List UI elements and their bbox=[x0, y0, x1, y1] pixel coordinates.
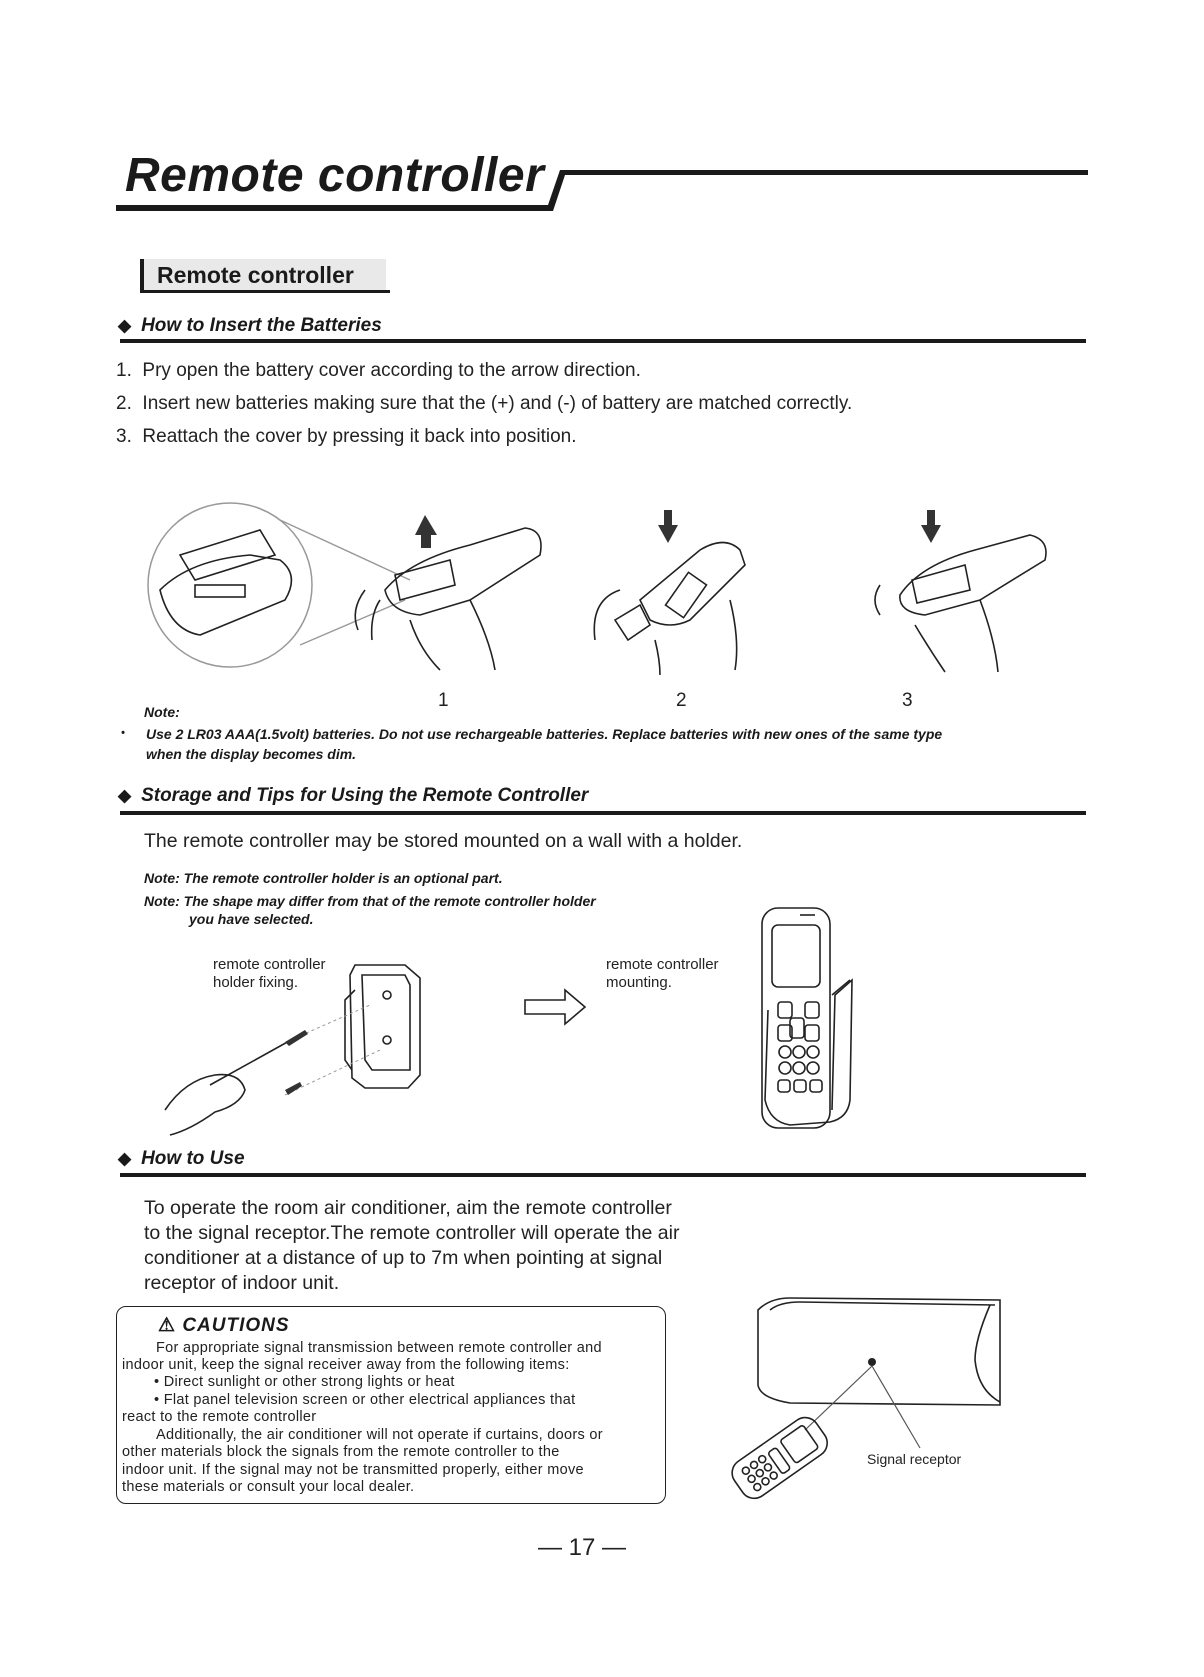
warning-triangle-icon: ⚠ bbox=[158, 1315, 177, 1336]
label-holder-fixing-2: holder fixing. bbox=[213, 974, 299, 991]
diamond-bullet-icon: ◆ bbox=[118, 786, 132, 805]
label-mounting-2: mounting. bbox=[606, 974, 672, 991]
figure-label-1: 1 bbox=[438, 690, 449, 711]
caution-line-6: Additionally, the air conditioner will not operate if curtains, doors or bbox=[156, 1427, 603, 1443]
battery-note-line-1: Use 2 LR03 AAA(1.5volt) batteries. Do not use rechargeable batteries. Replace batteries with new ones of the same type bbox=[146, 726, 943, 742]
section-heading-batteries: ◆ How to Insert the Batteries bbox=[118, 315, 382, 336]
page-number: — 17 — bbox=[538, 1534, 627, 1561]
battery-step-3: 3. Reattach the cover by pressing it back into position. bbox=[116, 426, 577, 447]
label-holder-fixing-1: remote controller bbox=[213, 956, 326, 973]
battery-note-line-2: when the display becomes dim. bbox=[146, 746, 357, 762]
subheading: Remote controller bbox=[157, 262, 354, 288]
battery-note-bullet: • bbox=[121, 727, 125, 739]
cautions-title: ⚠ CAUTIONS bbox=[158, 1315, 290, 1336]
caution-line-3: • Direct sunlight or other strong lights or heat bbox=[154, 1374, 455, 1390]
caution-line-2: indoor unit, keep the signal receiver away from the following items: bbox=[122, 1357, 570, 1373]
storage-note-2-line-1: Note: The shape may differ from that of the remote controller holder bbox=[144, 893, 596, 909]
section-heading-storage: ◆ Storage and Tips for Using the Remote Controller bbox=[118, 785, 589, 806]
battery-note-label: Note: bbox=[144, 704, 180, 720]
page-title: Remote controller bbox=[125, 149, 545, 202]
storage-note-1: Note: The remote controller holder is an optional part. bbox=[144, 870, 503, 886]
signal-receptor-label: Signal receptor bbox=[867, 1451, 962, 1467]
battery-step-2: 2. Insert new batteries making sure that the (+) and (-) of battery are matched correctly. bbox=[116, 393, 853, 414]
caution-line-8: indoor unit. If the signal may not be transmitted properly, either move bbox=[122, 1462, 584, 1478]
caution-line-1: For appropriate signal transmission between remote controller and bbox=[156, 1340, 602, 1356]
battery-step-1: 1. Pry open the battery cover according to the arrow direction. bbox=[116, 360, 641, 381]
how-to-use-line-4: receptor of indoor unit. bbox=[144, 1272, 340, 1294]
storage-intro: The remote controller may be stored mounted on a wall with a holder. bbox=[144, 830, 743, 852]
how-to-use-line-2: to the signal receptor.The remote controller will operate the air bbox=[144, 1222, 680, 1244]
caution-line-7: other materials block the signals from the remote controller to the bbox=[122, 1444, 560, 1460]
figure-label-2: 2 bbox=[676, 690, 687, 711]
storage-note-2-line-2: you have selected. bbox=[189, 911, 314, 927]
how-to-use-line-1: To operate the room air conditioner, aim the remote controller bbox=[144, 1197, 672, 1219]
how-to-use-line-3: conditioner at a distance of up to 7m when pointing at signal bbox=[144, 1247, 663, 1269]
diamond-bullet-icon: ◆ bbox=[118, 1149, 132, 1168]
caution-line-5: react to the remote controller bbox=[122, 1409, 317, 1425]
label-mounting-1: remote controller bbox=[606, 956, 719, 973]
figure-label-3: 3 bbox=[902, 690, 913, 711]
caution-line-4: • Flat panel television screen or other electrical appliances that bbox=[154, 1392, 576, 1408]
caution-line-9: these materials or consult your local dealer. bbox=[122, 1479, 415, 1495]
section-heading-how-to-use: ◆ How to Use bbox=[118, 1148, 245, 1169]
diamond-bullet-icon: ◆ bbox=[118, 316, 132, 335]
